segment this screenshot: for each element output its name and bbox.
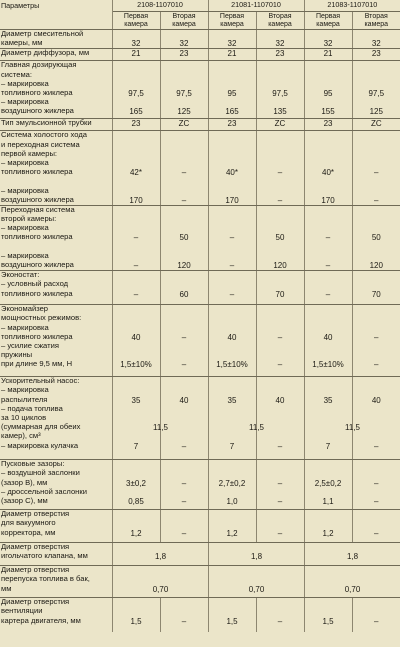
value-text: – — [229, 233, 235, 243]
parameter-label-line: – маркировка — [1, 385, 49, 395]
parameter-label-line: (суммарная для обеих — [1, 422, 81, 432]
parameter-label-line: топливного жиклера — [1, 288, 73, 298]
value-text: 32 — [179, 39, 189, 49]
value-text: 97,5 — [272, 88, 288, 98]
value-cell — [112, 205, 160, 270]
value-text: – — [277, 616, 283, 626]
value-cell — [304, 205, 352, 270]
parameter-label-line: Тип эмульсионной трубки — [1, 118, 92, 128]
value-cell — [256, 131, 304, 206]
value-text: 1,5 — [226, 616, 238, 626]
parameter-label-line: мм — [1, 583, 12, 593]
value-cell — [208, 543, 263, 566]
value-text: 23 — [179, 49, 189, 59]
parameter-label — [0, 377, 112, 460]
parameter-label-line: – подача топлива — [1, 403, 63, 413]
parameter-label-line: Экономайзер — [1, 304, 49, 314]
value-cell — [208, 566, 265, 598]
parameter-label-line: воздушного жиклера — [1, 194, 74, 204]
value-cell — [160, 49, 208, 61]
value-text: 60 — [179, 289, 189, 299]
parameter-label — [0, 543, 112, 566]
parameter-label-line: Диаметр отверстия — [1, 565, 70, 575]
parameter-label-line: мощностных режимов: — [1, 313, 82, 323]
value-text: – — [181, 478, 187, 488]
value-text: 7 — [229, 441, 235, 451]
value-text: – — [181, 168, 187, 178]
value-text: 32 — [275, 39, 285, 49]
value-text: 170 — [225, 195, 239, 205]
value-text: – — [277, 168, 283, 178]
value-cell — [352, 566, 400, 598]
value-text: 40 — [227, 332, 237, 342]
merged-value-text: 11,5 — [249, 423, 264, 433]
value-cell — [208, 131, 256, 206]
value-cell — [352, 131, 400, 206]
value-cell — [208, 205, 256, 270]
parameter-label-line: топливного жиклера — [1, 232, 73, 242]
merged-value-text: 0,70 — [152, 584, 169, 594]
parameter-label-line: игольчатого клапана, мм — [1, 551, 88, 561]
value-cell — [256, 598, 304, 632]
parameter-label-line: Эконостат: — [1, 270, 40, 280]
parameter-label — [0, 305, 112, 377]
parameter-label-line: камер), см³ — [1, 431, 41, 441]
value-cell — [352, 119, 400, 131]
parameter-label — [0, 61, 112, 119]
spec-row — [0, 131, 400, 206]
spec-row — [0, 543, 400, 566]
merged-value-text: 0,70 — [248, 584, 265, 594]
value-text: 2,5±0,2 — [314, 478, 342, 488]
value-cell — [352, 305, 400, 377]
parameter-label — [0, 598, 112, 632]
value-cell — [160, 271, 208, 305]
parameter-label-line: Ускорительный насос: — [1, 376, 80, 386]
value-cell — [112, 131, 160, 206]
value-cell — [160, 543, 208, 566]
value-text: 135 — [273, 107, 287, 117]
value-cell — [304, 271, 352, 305]
parameter-label-line: корректора, мм — [1, 527, 56, 537]
value-cell — [112, 30, 160, 49]
value-text: – — [181, 441, 187, 451]
value-text: 23 — [371, 49, 381, 59]
parameter-label-line: – условный расход — [1, 279, 69, 289]
value-text: 40* — [322, 168, 335, 178]
value-text: 120 — [273, 261, 287, 270]
parameter-label-line: (зазор С), мм — [1, 495, 48, 505]
value-text: 165 — [129, 107, 143, 117]
spec-row — [0, 49, 400, 61]
value-cell — [304, 49, 352, 61]
spec-row — [0, 566, 400, 598]
value-text: 70 — [371, 289, 381, 299]
parameter-label-line: – маркировка — [1, 97, 49, 107]
spec-row — [0, 598, 400, 632]
value-text: 32 — [323, 39, 333, 49]
value-text: – — [325, 233, 331, 243]
parameter-label — [0, 460, 112, 510]
value-text: – — [277, 360, 283, 370]
merged-value-text: 1,8 — [250, 552, 263, 562]
merged-value-text: 1,8 — [154, 552, 167, 562]
parameter-label-line: для вакуумного — [1, 518, 56, 528]
chamber-header: Вторая камера — [352, 12, 400, 30]
chamber-header: Вторая камера — [256, 12, 304, 30]
parameter-label-line: – маркировка — [1, 78, 49, 88]
value-text: 120 — [369, 261, 383, 270]
value-cell — [304, 543, 359, 566]
value-text: 32 — [227, 39, 237, 49]
parameter-label-line: топливного жиклера — [1, 87, 73, 97]
value-cell — [304, 377, 360, 460]
value-cell — [256, 543, 304, 566]
parameter-label — [0, 510, 112, 543]
value-cell — [112, 61, 160, 119]
value-cell — [208, 119, 256, 131]
value-text: 40 — [323, 332, 333, 342]
value-text: 120 — [177, 261, 191, 270]
value-text: – — [133, 261, 139, 270]
value-text: 1,5±10% — [120, 360, 152, 370]
value-cell — [256, 119, 304, 131]
model-header-21081: 21081-1107010 — [208, 0, 304, 12]
parameter-label-line: – маркировка — [1, 250, 49, 260]
value-cell — [208, 305, 256, 377]
value-cell — [208, 377, 264, 460]
value-text: – — [181, 528, 187, 538]
value-text: – — [374, 441, 379, 451]
value-text: 50 — [371, 233, 381, 243]
value-cell — [112, 119, 160, 131]
value-text: – — [374, 478, 379, 488]
value-cell — [304, 566, 361, 598]
value-text: 23 — [323, 119, 333, 129]
model-header-21083: 21083-1107010 — [304, 0, 400, 12]
value-cell — [112, 510, 160, 543]
model-header-2108: 2108-1107010 — [112, 0, 208, 12]
value-text: 2,7±0,2 — [218, 478, 246, 488]
value-text: – — [325, 289, 331, 299]
value-text: 1,5 — [130, 616, 142, 626]
parameter-label-line: вентиляции — [1, 606, 43, 616]
parameter-label-line: Диаметр смесительной — [1, 29, 84, 38]
value-text: – — [229, 289, 235, 299]
value-cell — [160, 510, 208, 543]
value-text: 95 — [227, 88, 237, 98]
parameter-label-line: камеры, мм — [1, 38, 43, 48]
value-cell — [256, 510, 304, 543]
value-cell — [160, 598, 208, 632]
value-text: 170 — [321, 195, 335, 205]
parameter-label-line: Главная дозирующая — [1, 60, 77, 70]
value-text: – — [229, 261, 235, 270]
value-text: 1,5 — [322, 616, 334, 626]
value-cell — [256, 305, 304, 377]
value-text: 70 — [275, 289, 285, 299]
chamber-header: Вторая камера — [160, 12, 208, 30]
value-cell — [256, 377, 304, 460]
value-cell — [208, 30, 256, 49]
value-cell — [208, 61, 256, 119]
value-cell — [160, 205, 208, 270]
value-cell — [112, 377, 168, 460]
value-text: – — [374, 616, 379, 626]
parameter-label — [0, 131, 112, 206]
value-text: 40* — [225, 168, 238, 178]
value-cell — [160, 566, 208, 598]
spec-row — [0, 510, 400, 543]
value-cell — [160, 377, 208, 460]
value-text: 3±0,2 — [126, 478, 146, 488]
value-text: 35 — [131, 395, 141, 405]
spec-table-body — [0, 30, 400, 632]
spec-row — [0, 377, 400, 460]
value-cell — [112, 566, 169, 598]
value-text: ZC — [370, 119, 382, 129]
value-text: – — [181, 195, 187, 205]
value-text: ZC — [274, 119, 286, 129]
parameter-label-line: первой камеры: — [1, 148, 58, 158]
value-text: – — [374, 496, 379, 506]
parameter-label-line: за 10 циклов — [1, 412, 47, 422]
value-cell — [304, 61, 352, 119]
value-text: – — [181, 332, 187, 342]
value-text: 42* — [129, 168, 142, 178]
value-text: – — [374, 360, 379, 370]
value-text: 1,2 — [130, 528, 142, 538]
parameter-label-line: распылителя — [1, 394, 48, 404]
parameter-label-line: топливного жиклера — [1, 331, 73, 341]
spec-row — [0, 305, 400, 377]
parameter-label-line: Диаметр отверстия — [1, 509, 70, 519]
value-text: – — [374, 528, 379, 538]
parameter-label-line: Пусковые зазоры: — [1, 459, 65, 469]
value-text: 7 — [133, 441, 139, 451]
parameter-label-line: – маркировка — [1, 185, 49, 195]
value-text: 1,1 — [322, 496, 334, 506]
value-cell — [352, 61, 400, 119]
parameter-label-line: пружины — [1, 350, 33, 360]
spec-row — [0, 271, 400, 305]
value-text: 50 — [179, 233, 189, 243]
value-text: 170 — [129, 195, 143, 205]
parameter-label-line: воздушного жиклера — [1, 260, 74, 269]
parameter-label-line: – воздушной заслонки — [1, 468, 80, 478]
value-cell — [352, 510, 400, 543]
value-text: 40 — [371, 395, 381, 405]
parameter-label-line: второй камеры: — [1, 214, 57, 224]
value-cell — [160, 131, 208, 206]
parameter-label-line: при длине 9,5 мм, Н — [1, 359, 73, 369]
parameter-label-line: Диаметр диффузора, мм — [1, 48, 90, 58]
value-cell — [304, 598, 352, 632]
parameter-label — [0, 49, 112, 61]
value-cell — [304, 510, 352, 543]
value-text: 23 — [275, 49, 285, 59]
value-text: – — [133, 233, 139, 243]
value-text: 125 — [177, 107, 191, 117]
value-cell — [304, 460, 352, 510]
value-text: – — [133, 289, 139, 299]
value-text: 50 — [275, 233, 285, 243]
parameter-label-line: – маркировка — [1, 223, 49, 233]
value-text: 23 — [131, 119, 141, 129]
value-text: 155 — [321, 107, 335, 117]
value-text: 0,85 — [128, 496, 144, 506]
value-text: 35 — [323, 395, 333, 405]
value-cell — [352, 598, 400, 632]
merged-value-text: 0,70 — [344, 584, 361, 594]
parameter-label-line: Диаметр отверстия — [1, 542, 70, 552]
parameter-label — [0, 566, 112, 598]
parameter-label-line: – маркировка — [1, 322, 49, 332]
value-cell — [256, 30, 304, 49]
parameter-label — [0, 271, 112, 305]
parameter-label-line: воздушного жиклера — [1, 106, 74, 116]
value-text: 40 — [179, 395, 189, 405]
value-text: – — [181, 360, 187, 370]
value-text: – — [277, 441, 283, 451]
merged-value-text: 11,5 — [153, 423, 168, 433]
value-text: – — [181, 616, 187, 626]
spec-row — [0, 61, 400, 119]
parameter-label — [0, 205, 112, 270]
parameter-label-line: – маркировка кулачка — [1, 440, 79, 450]
chamber-header: Первая камера — [208, 12, 256, 30]
value-text: – — [277, 496, 283, 506]
value-text: 1,5±10% — [312, 360, 344, 370]
value-text: 97,5 — [176, 88, 192, 98]
value-text: – — [277, 478, 283, 488]
value-cell — [160, 119, 208, 131]
value-cell — [304, 305, 352, 377]
parameter-label-line: Диаметр отверстия — [1, 597, 70, 607]
value-text: 23 — [227, 119, 237, 129]
value-text: 1,0 — [226, 496, 238, 506]
value-cell — [304, 30, 352, 49]
value-cell — [304, 131, 352, 206]
parameter-label — [0, 119, 112, 131]
merged-value-text: 11,5 — [345, 423, 360, 433]
value-cell — [256, 205, 304, 270]
value-cell — [352, 49, 400, 61]
chamber-header: Первая камера — [112, 12, 160, 30]
value-text: 97,5 — [368, 88, 385, 98]
value-cell — [160, 460, 208, 510]
value-text: 165 — [225, 107, 239, 117]
value-cell — [112, 49, 160, 61]
value-cell — [352, 205, 400, 270]
value-cell — [112, 271, 160, 305]
value-cell — [112, 598, 160, 632]
value-cell — [304, 119, 352, 131]
value-text: 32 — [371, 39, 381, 49]
value-text: ZC — [178, 119, 190, 129]
value-cell — [256, 271, 304, 305]
value-text: 35 — [227, 395, 237, 405]
value-text: – — [374, 332, 379, 342]
spec-row — [0, 205, 400, 270]
spec-row — [0, 30, 400, 49]
parameter-label-line: картера двигателя, мм — [1, 615, 81, 625]
parameter-label-line: система: — [1, 69, 33, 79]
value-text: 21 — [227, 49, 237, 59]
value-text: 7 — [325, 441, 331, 451]
value-cell — [256, 566, 304, 598]
value-text: 1,2 — [322, 528, 334, 538]
spec-row — [0, 119, 400, 131]
value-cell — [256, 460, 304, 510]
value-text: – — [277, 332, 283, 342]
value-text: – — [181, 496, 187, 506]
value-cell — [352, 271, 400, 305]
value-text: 1,5±10% — [216, 360, 248, 370]
value-cell — [160, 30, 208, 49]
chamber-header: Первая камера — [304, 12, 352, 30]
param-column-header: Параметры — [0, 0, 112, 30]
header-row-models — [0, 0, 400, 12]
value-text: 40 — [275, 395, 285, 405]
value-cell — [208, 49, 256, 61]
value-cell — [208, 271, 256, 305]
value-cell — [208, 510, 256, 543]
parameter-label-line: перепуска топлива в бак, — [1, 574, 90, 584]
parameter-label-line: топливного жиклера — [1, 167, 73, 177]
value-cell — [352, 30, 400, 49]
value-cell — [112, 460, 160, 510]
parameter-label-line: (зазор В), мм — [1, 477, 48, 487]
parameter-label-line: и переходная система — [1, 139, 80, 149]
parameter-label-line: – маркировка — [1, 157, 49, 167]
value-text: 95 — [323, 88, 333, 98]
value-text: – — [374, 168, 379, 178]
value-cell — [208, 598, 256, 632]
value-text: 21 — [323, 49, 333, 59]
value-cell — [256, 49, 304, 61]
parameter-label-line: – усилие сжатия — [1, 340, 59, 350]
value-text: 40 — [131, 332, 141, 342]
value-text: 32 — [131, 39, 141, 49]
value-cell — [208, 460, 256, 510]
value-cell — [160, 305, 208, 377]
value-cell — [352, 543, 400, 566]
value-cell — [112, 543, 167, 566]
spec-row — [0, 460, 400, 510]
parameter-label-line: Система холостого хода — [1, 130, 87, 140]
value-text: 125 — [369, 107, 383, 117]
value-text: – — [374, 195, 379, 205]
value-text: – — [277, 195, 283, 205]
value-cell — [352, 460, 400, 510]
value-cell — [352, 377, 400, 460]
parameter-label — [0, 30, 112, 49]
merged-value-text: 1,8 — [346, 552, 359, 562]
value-text: – — [325, 261, 331, 270]
value-cell — [256, 61, 304, 119]
value-cell — [160, 61, 208, 119]
parameter-label-line: – дроссельной заслонки — [1, 486, 87, 496]
value-cell — [112, 305, 160, 377]
value-text: 1,2 — [226, 528, 238, 538]
value-text: 21 — [131, 49, 141, 59]
parameter-label-line: Переходная система — [1, 205, 75, 214]
value-text: – — [277, 528, 283, 538]
value-text: 97,5 — [128, 88, 144, 98]
